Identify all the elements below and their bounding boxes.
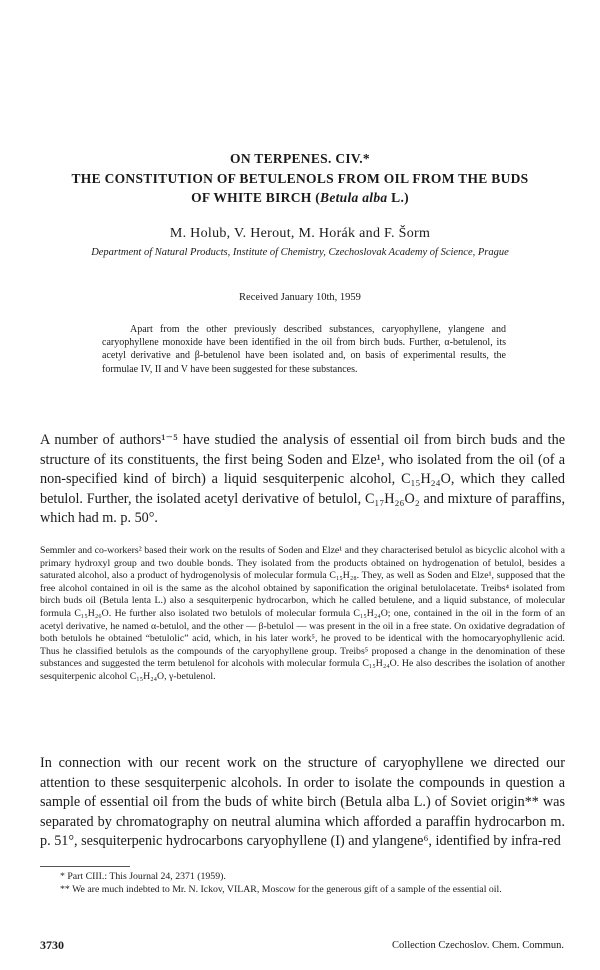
paragraph-1: A number of authors¹⁻⁵ have studied the analysis of essential oil from birch buds and the structure of its constituents, the first being Soden and Elze¹, who isolated from the oil (of a non-specified kind of birch) a liquid sesquiterpenic alcohol, C₁₅H₂₄O, which they called betulol. Further, the isolated acetyl derivative of betulol, C₁₇H₂₆O₂ and mixture of paraffins, which had m. p. 50°. <box>40 432 565 527</box>
present-work-paragraph <box>40 754 565 852</box>
received-date: Received January 10th, 1959 <box>239 292 361 303</box>
introduction-paragraph <box>40 431 565 529</box>
paragraph-3: In connection with our recent work on the structure of caryophyllene we directed our attention to these sesquiterpenic alcohols. In order to isolate the compounds in question a sample of essential oil from the buds of white birch (Betula alba L.) of Soviet origin** was separated by chromatography on neutral alumina which afforded a paraffin hydrocarbon m. p. 51°, sesquiterpenic hydrocarbons caryophyllene (I) and ylangene⁶, identified by infra-red <box>40 755 565 850</box>
journal-name: Collection Czechoslov. Chem. Commun. <box>392 940 564 951</box>
title-line-3-prefix: OF WHITE BIRCH ( <box>191 190 321 205</box>
article-title-line-1: ON TERPENES. CIV.* <box>230 151 370 166</box>
article-title-line-2: THE CONSTITUTION OF BETULENOLS FROM OIL FROM THE BUDS <box>71 171 529 186</box>
affiliation: Department of Natural Products, Institute of Chemistry, Czechoslovak Academy of Science, Prague <box>91 247 509 258</box>
footnotes <box>40 871 565 896</box>
abstract <box>102 323 506 376</box>
page-number: 3730 <box>40 938 64 952</box>
footnote-rule <box>40 866 130 867</box>
authors: M. Holub, V. Herout, M. Horák and F. Šorm <box>169 226 431 241</box>
article-title-line-3 <box>30 189 570 206</box>
paragraph-2: Semmler and co-workers² based their work on the results of Soden and Elze¹ and they characterised betulol as bicyclic alcohol with a primary hydroxyl group and two double bonds. They isolated from the products obtained on hydrogenation of betulol, besides a saturated alcohol, also a product of hydrogenolysis of molecular formula C₁₅H₂₈. They, as well as Soden and Elze¹, supposed that the free alcohol contained in oil is the same as the alcohol obtained by saponification the original betulolacetate. Treibs⁴ isolated from birch buds oil (Betula lenta L.) also a sesquiterpenic hydrocarbon, which he called betulene, and a liquid substance, of molecular formula C₁₅H₂₆O. He further also isolated two betulols of molecular formula C₁₅H₂₄O; one, contained in the oil in the form of an acetyl derivative, he named α-betulol, and the other — β-betulol — was present in the oil in a free state. On oxidative degradation of both betulols he obtained “betulolic” acid, which, in his later work⁵, he proved to be identical with the homocaryophyllenic acid. Thus he classified betulols as the compounds of the caryophyllene group. Treibs⁵ proposed a change in the denomination of these substances and suggested the term betulenol for alcohols with molecular formula C₁₅H₂₄O. He also describes the isolation of another sesquiterpenic alcohol C₁₅H₂₄O, γ-betulenol. <box>40 545 565 682</box>
literature-review-paragraph <box>40 545 565 684</box>
title-species-name: Betula alba <box>320 190 388 205</box>
footnote-2: ** We are much indebted to Mr. N. Ickov, VILAR, Moscow for the generous gift of a sample of the essential oil. <box>60 883 502 895</box>
footnote-1: * Part CIII.: This Journal 24, 2371 (1959). <box>60 871 226 882</box>
abstract-text: Apart from the other previously described substances, caryophyllene, ylangene and caryophyllene monoxide have been identified in the oil from birch buds. Further, α-betulenol, its acetyl derivative and β-betulenol have been isolated and, on basis of experimental results, the formulae IV, II and V have been suggested for these substances. <box>102 324 506 375</box>
title-line-3-suffix: L.) <box>387 190 409 205</box>
